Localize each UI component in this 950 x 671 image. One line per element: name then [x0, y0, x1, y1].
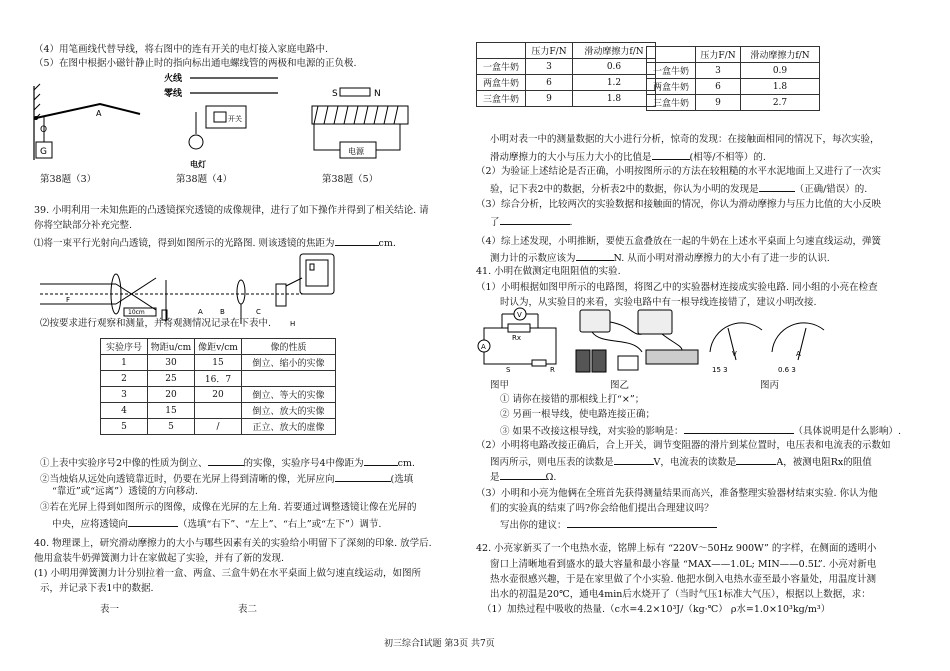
table-row: 4 15 倒立、放大的实像 [101, 403, 336, 419]
blank-effect[interactable] [684, 424, 794, 434]
q42-stem-4: 出水的初温是20℃，通电4min后水烧开了（当时气压1标准大气压），根据以上数据，求： [490, 589, 871, 600]
q42-stem-3: 热水壶很感兴趣，于是在家里做了个小实验. 他把水倒入电热水壶至最小容量处，用温度计测 [490, 574, 877, 585]
q40-part3-2: 了 . [490, 217, 573, 228]
q40-analysis-1: 小明对表一中的测量数据的大小进行分析，惊奇的发现：在接触面相同的情况下，每次实验， [490, 134, 880, 145]
table-row: 一盒牛奶 3 0.6 [477, 59, 656, 75]
q41-title: 41. 小明在做测定电阻阻值的实验. [476, 266, 621, 277]
table-row: 三盒牛奶 9 1.8 [477, 91, 656, 107]
q40-stem-3: (1) 小明用弹簧测力计分别拉着一盒、两盒、三盒牛奶在水平桌面上做匀速直线运动，如图所 [34, 568, 421, 579]
q41-part2-3: 是 Ω. [490, 472, 557, 483]
q41-part3-1: （3）小明和小亮为他俩在全班首先获得测量结果而高兴，准备整理实验器材结束实验. 你认为他 [476, 488, 878, 499]
blank-screen-direction[interactable] [335, 472, 391, 482]
q39-part2: ⑵按要求进行观察和测量，并将观测情况记录在下表中. [40, 318, 272, 329]
table-row: 2 25 16．7 [101, 371, 336, 387]
blank-spring-reading[interactable] [576, 251, 614, 261]
fig-jia-caption: 图甲 [490, 380, 510, 391]
q41-step1: ① 请你在接错的那根线上打“×”； [500, 394, 645, 405]
zero-wire-label: 零线 [164, 89, 183, 99]
lever-label-g: G [40, 147, 47, 157]
q39-stem-2: 你将空缺部分补充完整. [34, 220, 133, 231]
q40-part3-1: （3）综合分析，比较两次的实验数据和接触面的情况，你认为滑动摩擦力与压力比值的大小反映 [476, 199, 882, 210]
magnet-s-label: S [332, 89, 338, 99]
apparatus-figure-yi [572, 306, 702, 378]
meter-readings-bing [702, 306, 830, 376]
q41-part2-1: （2）小明将电路改接正确后，合上开关，调节变阻器的滑片到某位置时，电压表和电流表的示数如 [476, 440, 891, 451]
q38-part5: （5）在图中根据小磁针静止时的指向标出通电螺线管的两极和电源的正负极. [34, 58, 357, 69]
q40-part4-1: （4）综上述发现，小明推断，要使五盒叠放在一起的牛奶在上述水平桌面上匀速直线运动，弹簧 [476, 236, 882, 247]
lens-data-table [100, 338, 336, 435]
rx-symbol: Rx [512, 334, 522, 342]
q40-part2-1: （2）为验证上述结论是否正确，小明按图所示的方法在较粗糙的水平水泥地面上又进行了一次实 [476, 166, 882, 177]
lever-figure [30, 80, 150, 180]
blank-focal-length[interactable] [335, 236, 379, 246]
friction-table-1: 压力F/N 滑动摩擦力f/N 一盒牛奶 3 0.6 两盒牛奶 6 1.2 三盒牛奶 9 1.8 [476, 42, 656, 107]
ammeter-face-a: A [796, 350, 801, 358]
blank-suggestion[interactable] [567, 518, 717, 528]
q41-step2: ② 另画一根导线，使电路连接正确； [500, 409, 656, 420]
point-b-label: B [220, 308, 225, 316]
point-c-label: C [256, 308, 261, 316]
q40-stem-4: 示，并记录下表1中的数据. [40, 583, 154, 594]
fig-yi-caption: 图乙 [610, 380, 630, 391]
table1-caption: 表一 [100, 604, 120, 615]
q41-part1-1: （1）小明根据如图甲所示的电路图，将图乙中的实验器材连接成实验电路. 同小组的小亮在检查 [476, 282, 878, 293]
q41-part3-2: 们的实验真的结束了吗?你会给他们提出合理建议吗？ [490, 503, 714, 514]
blank-voltage[interactable] [614, 455, 654, 465]
q40-part2-2: 验，记下表2中的数据，分析表2中的数据，你认为小明的发现是 （正确/错误）的. [490, 184, 868, 195]
blank-ratio-reflects[interactable] [500, 215, 570, 225]
household-circuit-figure [160, 72, 280, 172]
switch-label: 开关 [228, 115, 242, 123]
solenoid-figure [300, 84, 420, 164]
table-row: 5 5 / 正立、放大的虚像 [101, 419, 336, 435]
table-header: 像的性质 [242, 339, 336, 355]
voltmeter-terminals: 15 3 [712, 366, 728, 374]
fig5-caption: 第38题（5） [322, 174, 379, 185]
fire-wire-label: 火线 [164, 74, 183, 84]
point-a-label: A [198, 308, 203, 316]
q39-part1: ⑴将一束平行光射向凸透镜，得到如图所示的光路图. 则该透镜的焦距为 cm. [34, 238, 396, 249]
fig-bing-caption: 图丙 [760, 380, 780, 391]
q40-part4-2: 测力计的示数应该为 N. 从而小明对滑动摩擦力的大小有了进一步的认识. [490, 253, 830, 264]
lamp-label: 电灯 [190, 160, 206, 169]
blank-image-nature[interactable] [208, 456, 244, 466]
lever-label-o: O [40, 125, 48, 135]
ruler-label: 10cm [128, 309, 145, 316]
q42-stem-1: 42. 小亮家新买了一个电热水壶，铭牌上标有 “220V～50Hz 900W” 的字样，在侧面的透明小 [476, 543, 877, 554]
blank-resistance[interactable] [500, 470, 546, 480]
q42-stem-2: 窗口上清晰地看到盛水的最大容量和最小容量 “MAX——1.0L; MIN——0.5L”. 小亮对新电 [490, 559, 877, 570]
fig4-caption: 第38题（4） [176, 174, 233, 185]
circuit-diagram-jia [472, 306, 564, 372]
table-row: 一盒牛奶 3 0.9 [647, 63, 820, 79]
q41-part1-2: 时认为，从实验目的来看，实验电路中有一根导线连接错了，建议小明改接. [500, 297, 817, 308]
ammeter-symbol: A [481, 343, 486, 351]
blank-current[interactable] [736, 455, 776, 465]
focus-label: F [66, 296, 71, 304]
q38-part4: （4）用笔画线代替导线，将右图中的连有开关的电灯接入家庭电路中. [34, 44, 329, 55]
lever-label-a: A [96, 109, 102, 118]
power-label: 电源 [348, 147, 364, 156]
friction-table-2: 压力F/N 滑动摩擦力f/N 一盒牛奶 3 0.9 两盒牛奶 6 1.8 三盒牛奶 9 2.7 [646, 46, 820, 111]
blank-ratio-equal[interactable] [652, 150, 690, 160]
q39-answer2: ②当烛焰从远处向透镜靠近时，仍要在光屏上得到清晰的像，光屏应向 (选填 [40, 474, 414, 485]
voltmeter-face-v: V [732, 350, 737, 358]
q41-part2-2: 图丙所示，则电压表的读数是 V，电流表的读数是 A，被测电阻Rx的阻值 [490, 457, 872, 468]
q40-stem-2: 他用盒装牛奶弹簧测力计在家做起了实验，并有了新的发现. [34, 553, 285, 564]
rheostat-symbol: R [550, 366, 555, 372]
blank-correct-wrong[interactable] [759, 182, 795, 192]
table-row: 两盒牛奶 6 1.8 [647, 79, 820, 95]
switch-symbol: S [506, 366, 511, 372]
q42-part1: （1）加热过程中吸收的热量.（c水=4.2×10³J/（kg·℃） ρ水=1.0×10³kg/m³） [482, 604, 831, 615]
point-h-label: H [290, 320, 296, 328]
q40-analysis-2: 滑动摩擦力的大小与压力大小的比值是 (相等/不相等）的. [490, 152, 766, 163]
blank-image-distance[interactable] [364, 456, 398, 466]
table-row: 3 20 20 倒立、等大的实像 [101, 387, 336, 403]
blank-lens-adjust[interactable] [128, 517, 178, 527]
table-header: 像距v/cm [195, 339, 242, 355]
q39-answer3: ③若在光屏上得到如图所示的图像，成像在光屏的左上角. 若要通过调整透镜让像在光屏的 [40, 502, 417, 513]
q39-answer3-cont: 中央，应将透镜向 （选填“右下”、“左上”、“右上”或“左下”）调节. [52, 519, 382, 530]
page-footer: 初三综合Ⅰ试题 第3页 共7页 [384, 639, 495, 649]
q41-step3: ③ 如果不改接这根导线，对实验的影响是： （具体说明是什么影响）. [500, 426, 902, 437]
ammeter-terminals: 0.6 3 [778, 366, 796, 374]
table-row: 两盒牛奶 6 1.2 [477, 75, 656, 91]
fig3-caption: 第38题（3） [40, 174, 97, 185]
voltmeter-symbol: V [517, 311, 522, 319]
table-header: 物距u/cm [148, 339, 195, 355]
q39-stem-1: 39. 小明利用一未知焦距的凸透镜探究透镜的成像规律，进行了如下操作并得到了相关结论. 请 [34, 205, 429, 216]
table-row: 1 30 15 倒立、缩小的实像 [101, 355, 336, 371]
table2-caption: 表二 [238, 604, 258, 615]
q41-part3-3: 写出你的建议： [500, 518, 717, 532]
magnet-n-label: N [374, 89, 381, 99]
q40-stem-1: 40. 物理课上，研究滑动摩擦力的大小与哪些因素有关的实验给小明留下了深刻的印象. 放学后. [34, 538, 432, 549]
table-row: 三盒牛奶 9 2.7 [647, 95, 820, 111]
q39-answer2-cont: “靠近”或“远离”）透镜的方向移动. [52, 486, 198, 497]
table-header: 实验序号 [101, 339, 148, 355]
q39-answer1: ①上表中实验序号2中像的性质为倒立、 的实像，实验序号4中像距为 cm. [40, 458, 415, 469]
